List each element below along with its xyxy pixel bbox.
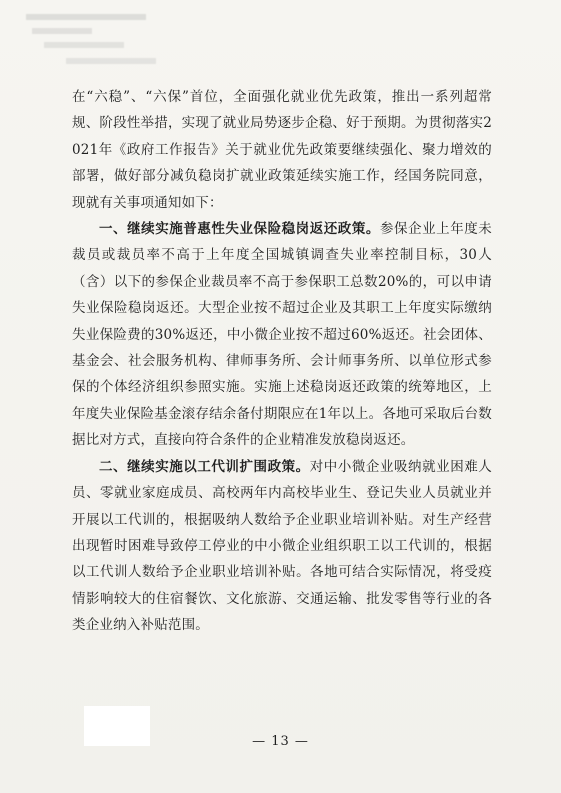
bleed-mark (44, 42, 124, 48)
bleed-mark (32, 28, 92, 34)
bleed-mark (66, 58, 156, 64)
section-1-body: 参保企业上年度未裁员或裁员率不高于上年度全国城镇调查失业率控制目标，30人（含）以下的参保企业裁员率不高于参保职工总数20%的，可以申请失业保险稳岗返还。大型企业按不超过企业及其职工上年度实际缴纳失业保险费的30%返还，中小微企业按不超过60%返还。社会团体、基金会、社会服务机构、律师事务所、会计师事务所、以单位形式参保的个体经济组织参照实施。实施上述稳岗返还政策的统筹地区，上年度失业保险基金滚存结余备付期限应在1年以上。各地可采取后台数据比对方式，直接向符合条件的企业精准发放稳岗返还。 (72, 221, 493, 449)
bleed-mark (26, 14, 146, 20)
section-2-body: 对中小微企业吸纳就业困难人员、零就业家庭成员、高校两年内高校毕业生、登记失业人员就业并开展以工代训的，根据吸纳人数给予企业职业培训补贴。对生产经营出现暂时困难导致停工停业的中小微企业组织职工以工代训的，根据以工代训人数给予企业职业培训补贴。各地可结合实际情况，将受疫情影响较大的住宿餐饮、文化旅游、交通运输、批发零售等行业的各类企业纳入补贴范围。 (72, 458, 492, 634)
document-body (72, 84, 492, 639)
section-2-heading: 二、继续实施以工代训扩围政策。 (99, 458, 310, 475)
section-1-heading: 一、继续实施普惠性失业保险稳岗返还政策。 (99, 221, 380, 238)
section-2-paragraph (72, 454, 492, 639)
bleed-through-marks (26, 8, 166, 80)
section-1-paragraph (72, 216, 492, 454)
intro-paragraph: 在“六稳”、“六保”首位，全面强化就业优先政策，推出一系列超常规、阶段性举措，实现了就业局势逐步企稳、好于预期。为贯彻落实2021年《政府工作报告》关于就业优先政策要继续强化、聚力增效的部署，做好部分减负稳岗扩就业政策延续实施工作，经国务院同意，现就有关事项通知如下： (72, 89, 492, 211)
page-number: — 13 — (252, 734, 309, 749)
